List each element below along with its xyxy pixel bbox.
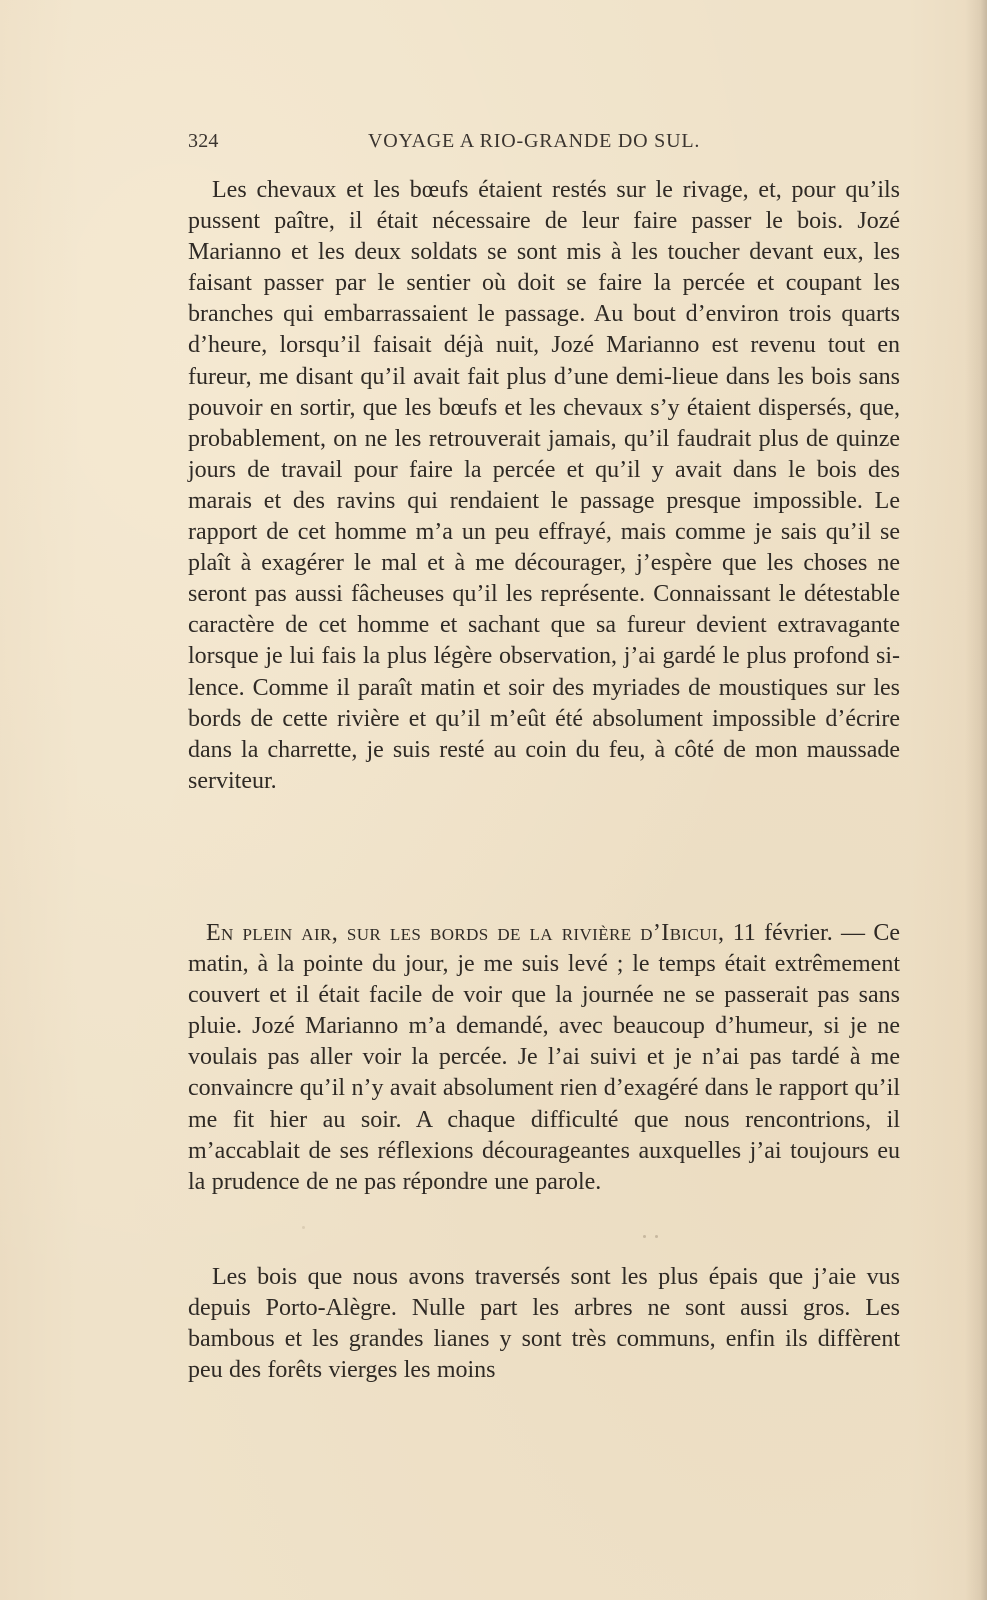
paragraph-2 bbox=[188, 918, 900, 1198]
paper-speck bbox=[643, 1235, 646, 1238]
paper-speck bbox=[302, 1226, 305, 1229]
page-edge-shadow bbox=[965, 0, 987, 1600]
entry-date: 11 février. bbox=[732, 920, 833, 946]
running-title: VOYAGE A RIO-GRANDE DO SUL. bbox=[368, 130, 701, 152]
running-header bbox=[188, 126, 808, 156]
main-text-block-2 bbox=[188, 918, 900, 1198]
main-text-block-3 bbox=[188, 1262, 900, 1386]
paragraph-1: Les chevaux et les bœufs étaient restés sur le rivage, et, pour qu’ils pussent paître, il était nécessaire de leur faire passer le bois. Jozé Marianno et les deux soldats se sont mis à les toucher devant eux, les faisant passer par le sentier où doit se faire la percée et coupant les branches qui embarrassaient le passage. Au bout d’environ trois quarts d’heure, lorsqu’il faisait déjà nuit, Jozé Marianno est revenu tout en fureur, me disant qu’il avait fait plus d’une demi-lieue dans les bois sans pouvoir en sortir, que les bœufs et les chevaux s’y étaient dispersés, que, probablement, on ne les retrouverait jamais, qu’il faudrait plus de quinze jours de travail pour faire la percée et qu’il y avait dans le bois des marais et des ravins qui rendaient le passage presque impossible. Le rapport de cet homme m’a un peu effrayé, mais comme je sais qu’il se plaît à exagérer le mal et à me décourager, j’espère que les choses ne seront pas aussi fâcheuses qu’il les représente. Connaissant le détestable caractère de cet homme et sachant que sa fureur devient extravagante lorsque je lui fais la plus légère observation, j’ai gardé le plus profond silence. Comme il paraît matin et soir des myriades de moustiques sur les bords de cette rivière et qu’il m’eût été absolument impossible d’écrire dans la charrette, je suis resté au coin du feu, à côté de mon maussade serviteur. bbox=[188, 177, 900, 794]
paragraph-2-body: — Ce matin, à la pointe du jour, je me suis levé ; le temps était extrêmement couvert et il était facile de voir que la journée ne se passerait pas sans pluie. Jozé Marianno m’a demandé, avec beaucoup d’humeur, si je ne voulais pas aller voir la percée. Je l’ai suivi et je n’ai pas tardé à me convaincre qu’il n’y avait absolument rien d’exagéré dans le rapport qu’il me fit hier au soir. A chaque difficulté que nous rencontrions, il m’accablait de ses réflexions décourageantes auxquelles j’ai toujours eu la prudence de ne pas répondre une parole. bbox=[188, 920, 900, 1195]
paper-speck bbox=[655, 1235, 658, 1238]
entry-heading: En plein air, sur les bords de la rivière d’Ibicui, bbox=[206, 920, 725, 946]
page-number: 324 bbox=[188, 130, 219, 152]
paragraph-3: Les bois que nous avons traversés sont les plus épais que j’aie vus depuis Porto-Alègre. Nulle part les arbres ne sont aussi gros. Les bambous et les grandes lianes y sont très communs, enfin ils diffèrent peu des forêts vierges les moins bbox=[188, 1264, 900, 1384]
main-text-block-1 bbox=[188, 175, 900, 797]
